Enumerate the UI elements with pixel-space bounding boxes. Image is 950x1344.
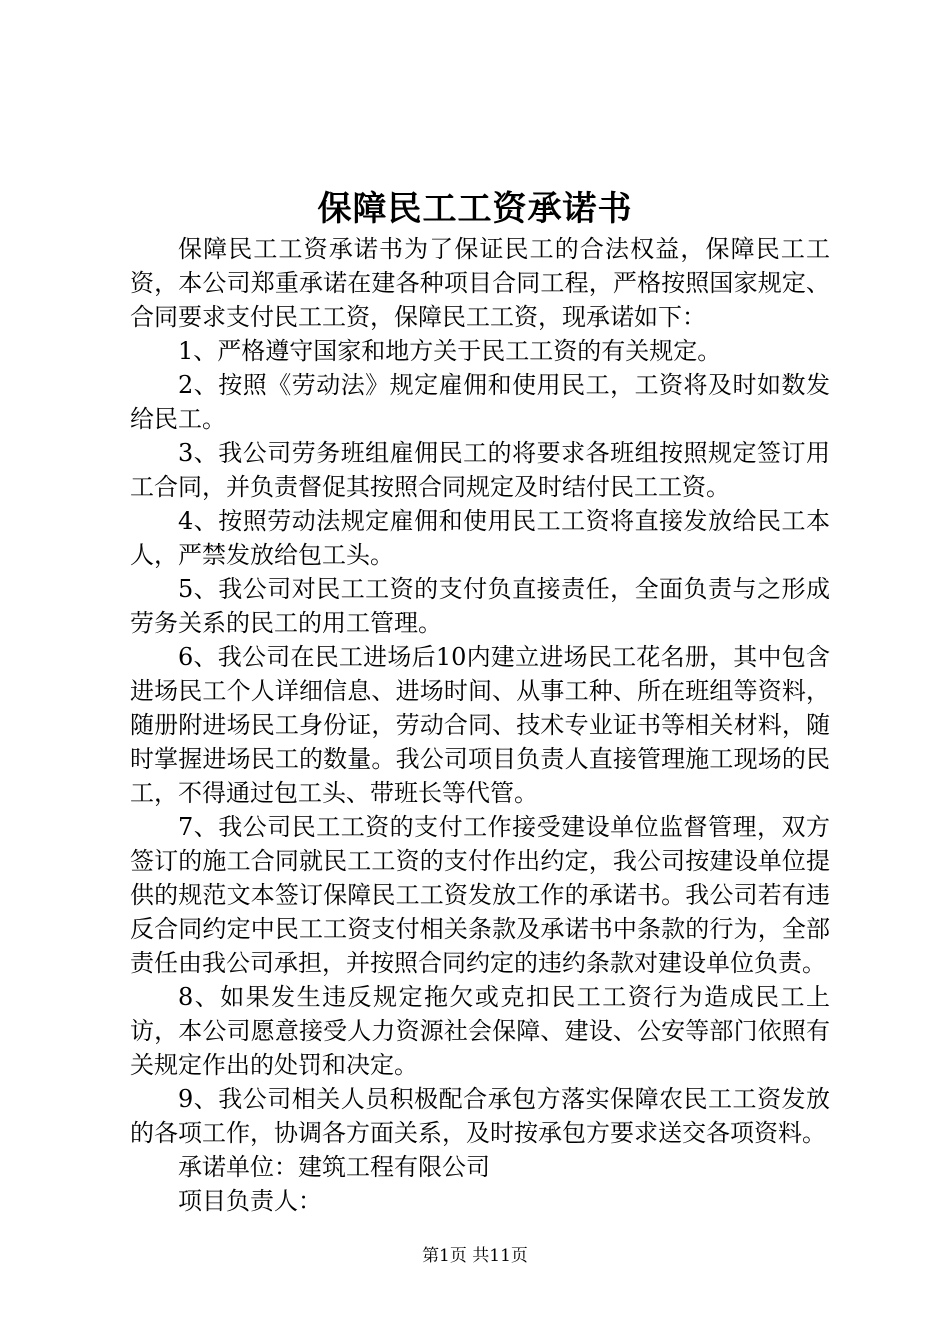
clause-6: 6、我公司在民工进场后10内建立进场民工花名册，其中包含进场民工个人详细信息、进场时间、从事工种、所在班组等资料，随册附进场民工身份证，劳动合同、技术专业证书等相关材料，随时掌握进场民工的数量。我公司项目负责人直接管理施工现场的民工，不得通过包工头、带班长等代管。 bbox=[130, 643, 830, 807]
intro-paragraph: 保障民工工资承诺书为了保证民工的合法权益，保障民工工资，本公司郑重承诺在建各种项目合同工程，严格按照国家规定、合同要求支付民工工资，保障民工工资，现承诺如下： bbox=[130, 235, 830, 331]
document-body bbox=[130, 232, 830, 1218]
page-footer: 第1页 共11页 bbox=[422, 1246, 528, 1266]
document-title: 保障民工工资承诺书 bbox=[317, 189, 633, 229]
clause-7: 7、我公司民工工资的支付工作接受建设单位监督管理，双方签订的施工合同就民工工资的支付作出约定，我公司按建设单位提供的规范文本签订保障民工工资发放工作的承诺书。我公司若有违反合同约定中民工工资支付相关条款及承诺书中条款的行为，全部责任由我公司承担，并按照合同约定的违约条款对建设单位负责。 bbox=[130, 813, 830, 977]
clause-8: 8、如果发生违反规定拖欠或克扣民工工资行为造成民工上访，本公司愿意接受人力资源社会保障、建设、公安等部门依照有关规定作出的处罚和决定。 bbox=[130, 983, 830, 1079]
project-leader: 项目负责人： bbox=[178, 1187, 322, 1215]
clause-3: 3、我公司劳务班组雇佣民工的将要求各班组按照规定签订用工合同，并负责督促其按照合同规定及时结付民工工资。 bbox=[130, 439, 830, 501]
clause-9: 9、我公司相关人员积极配合承包方落实保障农民工工资发放的各项工作，协调各方面关系，及时按承包方要求送交各项资料。 bbox=[130, 1085, 830, 1147]
clause-4: 4、按照劳动法规定雇佣和使用民工工资将直接发放给民工本人，严禁发放给包工头。 bbox=[130, 507, 830, 569]
clause-2: 2、按照《劳动法》规定雇佣和使用民工，工资将及时如数发给民工。 bbox=[130, 371, 830, 433]
clause-1: 1、严格遵守国家和地方关于民工工资的有关规定。 bbox=[178, 337, 722, 365]
signing-unit: 承诺单位：建筑工程有限公司 bbox=[178, 1153, 490, 1181]
clause-5: 5、我公司对民工工资的支付负直接责任，全面负责与之形成劳务关系的民工的用工管理。 bbox=[130, 575, 830, 637]
